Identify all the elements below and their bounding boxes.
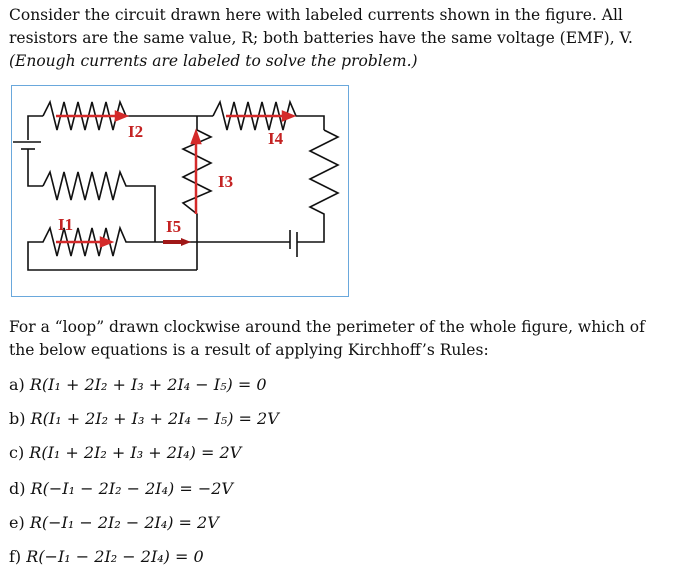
label-i3: I3 bbox=[218, 172, 234, 191]
resistor-right bbox=[297, 130, 338, 242]
label-i2: I2 bbox=[128, 122, 144, 141]
option-a[interactable]: a) R(I₁ + 2I₂ + I₃ + 2I₄ − I₅) = 0 bbox=[9, 375, 267, 394]
intro-line-2: resistors are the same value, R; both batteries have the same voltage (EMF), V. bbox=[9, 29, 633, 47]
question-line-1: For a “loop” drawn clockwise around the perimeter of the whole figure, which of bbox=[9, 318, 645, 336]
option-d[interactable]: d) R(−I₁ − 2I₂ − 2I₄) = −2V bbox=[9, 479, 233, 498]
equation: R(−I₁ − 2I₂ − 2I₄) = 2V bbox=[29, 513, 219, 532]
label-i1: I1 bbox=[58, 215, 74, 234]
circuit-figure bbox=[11, 85, 349, 297]
intro-line-1: Consider the circuit drawn here with labeled currents shown in the figure. All bbox=[9, 6, 623, 24]
option-e[interactable]: e) R(−I₁ − 2I₂ − 2I₄) = 2V bbox=[9, 513, 219, 532]
circuit-diagram bbox=[12, 86, 350, 298]
equation: R(−I₁ − 2I₂ − 2I₄) = −2V bbox=[30, 479, 233, 498]
question-line-2: the below equations is a result of applying Kirchhoff’s Rules: bbox=[9, 341, 489, 359]
label-i4: I4 bbox=[268, 129, 284, 148]
option-b[interactable]: b) R(I₁ + 2I₂ + I₃ + 2I₄ − I₅) = 2V bbox=[9, 409, 279, 428]
wire bbox=[28, 116, 43, 140]
equation: R(I₁ + 2I₂ + I₃ + 2I₄ − I₅) = 2V bbox=[30, 409, 279, 428]
intro-line-3: (Enough currents are labeled to solve the problem.) bbox=[9, 52, 418, 70]
equation: R(−I₁ − 2I₂ − 2I₄) = 0 bbox=[26, 547, 204, 566]
option-f[interactable]: f) R(−I₁ − 2I₂ − 2I₄) = 0 bbox=[9, 547, 204, 566]
option-c[interactable]: c) R(I₁ + 2I₂ + I₃ + 2I₄) = 2V bbox=[9, 443, 242, 462]
label-i5: I5 bbox=[166, 217, 182, 236]
wire bbox=[28, 149, 43, 186]
equation: R(I₁ + 2I₂ + I₃ + 2I₄ − I₅) = 0 bbox=[29, 375, 267, 394]
equation: R(I₁ + 2I₂ + I₃ + 2I₄) = 2V bbox=[29, 443, 242, 462]
